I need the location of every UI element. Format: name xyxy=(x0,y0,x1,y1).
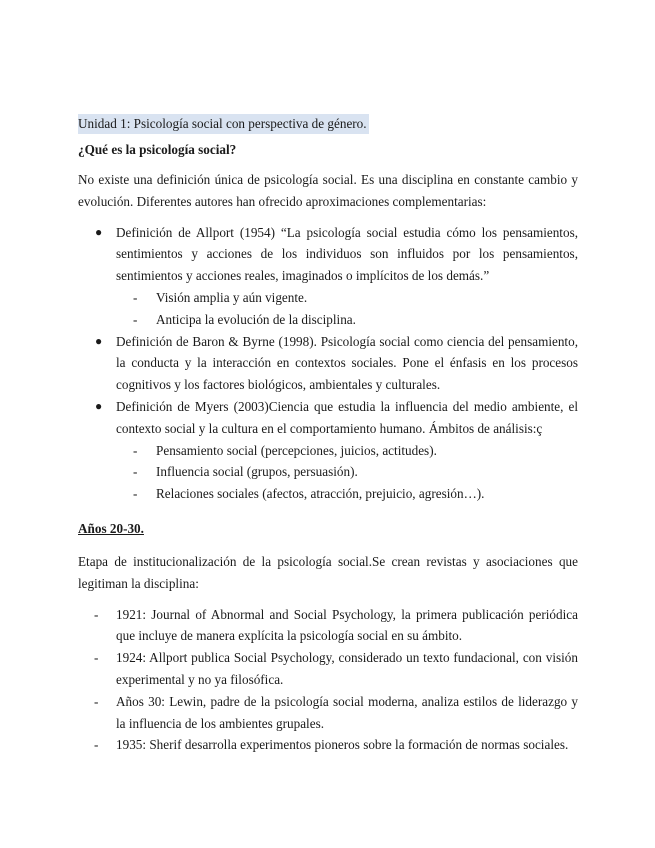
timeline-item xyxy=(78,604,578,648)
timeline-text: 1921: Journal of Abnormal and Social Psychology, la primera publicación periódica que incluye de manera explícita la psicología social en su ámbito. xyxy=(116,606,578,644)
section-intro: Etapa de institucionalización de la psicología social.Se crean revistas y asociaciones que legitiman la disciplina: xyxy=(78,553,578,591)
dash-icon: - xyxy=(133,289,138,305)
definition-sublist xyxy=(116,287,578,331)
definition-sublist xyxy=(116,440,578,505)
document-page xyxy=(78,114,578,756)
dash-icon: - xyxy=(94,650,99,666)
timeline-text: 1935: Sherif desarrolla experimentos pioneros sobre la formación de normas sociales. xyxy=(116,737,569,753)
bullet-icon: ● xyxy=(95,333,103,348)
intro-paragraph: No existe una definición única de psicología social. Es una disciplina en constante cambio y evolución. Diferentes autores han ofrecido aproximaciones complementarias: xyxy=(78,172,578,209)
definition-item xyxy=(78,331,578,396)
section-years-20-30 xyxy=(78,519,578,756)
dash-icon: - xyxy=(94,693,99,709)
timeline-list xyxy=(78,604,578,757)
definition-item xyxy=(78,222,578,331)
definition-item xyxy=(78,396,578,505)
timeline-item xyxy=(78,734,578,756)
timeline-item xyxy=(78,647,578,691)
sub-item xyxy=(116,483,578,505)
sub-item-text: Influencia social (grupos, persuasión). xyxy=(156,464,358,480)
definitions-list xyxy=(78,222,578,505)
dash-icon: - xyxy=(133,464,138,480)
dash-icon: - xyxy=(133,442,138,458)
definition-text: Definición de Baron & Byrne (1998). Psicología social como ciencia del pensamiento, la conducta y la interacción en contextos sociales. Pone el énfasis en los procesos cognitivos y los factores biológicos, ambientales y culturales. xyxy=(116,333,578,393)
section-heading: Años 20-30. xyxy=(78,520,144,536)
definition-text: Definición de Allport (1954) “La psicología social estudia cómo los pensamientos, sentimientos y acciones de los individuos son influidos por los pensamientos, sentimientos y acciones reales, imaginados o implícitos de los demás.” xyxy=(116,224,578,284)
dash-icon: - xyxy=(133,486,138,502)
dash-icon: - xyxy=(94,737,99,753)
timeline-item xyxy=(78,691,578,735)
sub-item xyxy=(116,309,578,331)
sub-item xyxy=(116,461,578,483)
timeline-text: 1924: Allport publica Social Psychology, considerado un texto fundacional, con visión experimental y no ya filosófica. xyxy=(116,650,578,687)
sub-item-text: Pensamiento social (percepciones, juicios, actitudes). xyxy=(156,442,437,458)
sub-item xyxy=(116,287,578,309)
sub-item-text: Relaciones sociales (afectos, atracción, prejuicio, agresión…). xyxy=(156,486,485,502)
definition-text: Definición de Myers (2003)Ciencia que estudia la influencia del medio ambiente, el contexto social y la cultura en el comportamiento humano. Ámbitos de análisis:ç xyxy=(116,398,578,436)
sub-item xyxy=(116,440,578,462)
sub-item-text: Anticipa la evolución de la disciplina. xyxy=(156,311,356,327)
bullet-icon: ● xyxy=(95,224,103,239)
dash-icon: - xyxy=(94,606,99,622)
unit-title: Unidad 1: Psicología social con perspectiva de género. xyxy=(78,114,369,134)
bullet-icon: ● xyxy=(95,398,103,413)
timeline-text: Años 30: Lewin, padre de la psicología social moderna, analiza estilos de liderazgo y la influencia de los ambientes grupales. xyxy=(116,693,578,731)
sub-item-text: Visión amplia y aún vigente. xyxy=(156,289,308,305)
dash-icon: - xyxy=(133,311,138,327)
question-heading: ¿Qué es la psicología social? xyxy=(78,142,237,157)
